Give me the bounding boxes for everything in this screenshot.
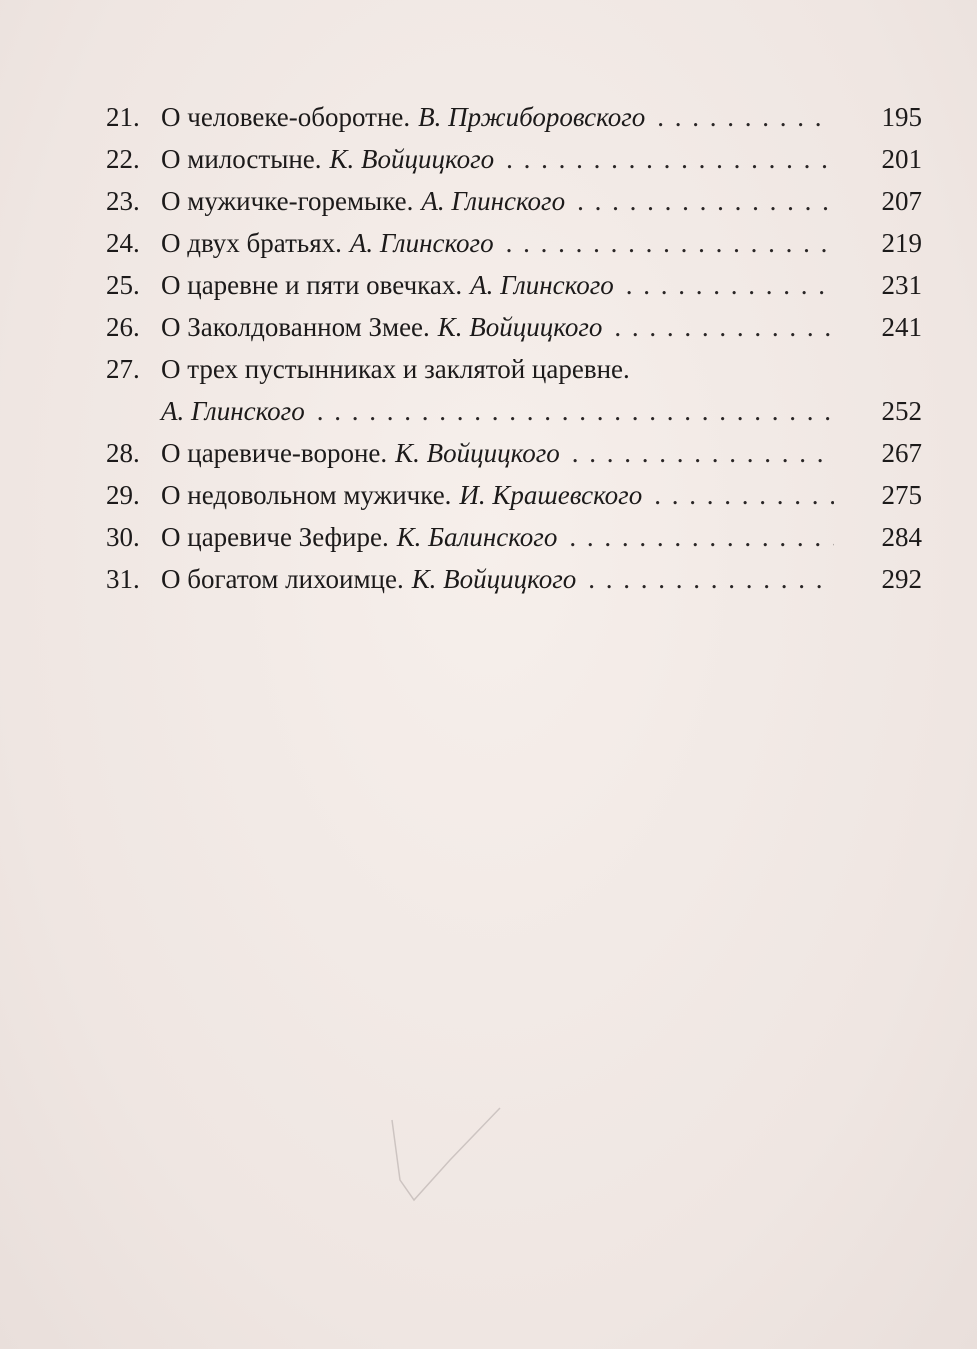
- toc-entry: [106, 138, 922, 180]
- entry-title: О царевиче Зефире.: [161, 522, 389, 552]
- entry-page-number: 284: [881, 522, 922, 552]
- entry-page-number: 267: [881, 438, 922, 468]
- entry-author: К. Войцицкого: [437, 312, 603, 342]
- entry-author: А. Глинского: [421, 186, 566, 216]
- entry-author: И. Крашевского: [459, 480, 643, 510]
- dot-leader: [657, 96, 834, 138]
- entry-page-number: 252: [881, 396, 922, 426]
- entry-number: 26.: [106, 312, 140, 342]
- entry-title: О Заколдованном Змее.: [161, 312, 430, 342]
- toc-entry: [106, 558, 922, 600]
- dot-leader: [506, 222, 834, 264]
- entry-number: 22.: [106, 144, 140, 174]
- entry-title: О милостыне.: [161, 144, 322, 174]
- toc-entry: [106, 474, 922, 516]
- pencil-mark: [380, 1100, 520, 1210]
- toc-entry: [106, 348, 922, 432]
- entry-title: О человеке-оборотне.: [161, 102, 411, 132]
- entry-author: К. Войцицкого: [329, 144, 495, 174]
- dot-leader: [588, 558, 834, 600]
- dot-leader: [577, 180, 834, 222]
- entry-number: 27.: [106, 354, 140, 384]
- entry-number: 29.: [106, 480, 140, 510]
- entry-number: 28.: [106, 438, 140, 468]
- entry-title: О мужичке-горемыке.: [161, 186, 414, 216]
- toc-entry: [106, 180, 922, 222]
- entry-title: О недовольном мужичке.: [161, 480, 452, 510]
- dot-leader: [317, 390, 834, 432]
- entry-author: К. Войцицкого: [395, 438, 560, 468]
- entry-author: К. Войцицкого: [411, 564, 577, 594]
- entry-number: 25.: [106, 270, 140, 300]
- entry-page-number: 231: [881, 270, 922, 300]
- toc-entry: [106, 264, 922, 306]
- dot-leader: [506, 138, 834, 180]
- entry-title: О двух братьях.: [161, 228, 342, 258]
- entry-number: 24.: [106, 228, 140, 258]
- entry-number: 21.: [106, 102, 140, 132]
- toc-entry: [106, 222, 922, 264]
- entry-title: О царевне и пяти овечках.: [161, 270, 463, 300]
- entry-title: О богатом лихоимце.: [161, 564, 404, 594]
- dot-leader: [654, 474, 834, 516]
- entry-author: К. Балинского: [396, 522, 558, 552]
- toc-entry: [106, 96, 922, 138]
- entry-title: О царевиче-вороне.: [161, 438, 388, 468]
- entry-number: 30.: [106, 522, 140, 552]
- entry-page-number: 292: [881, 564, 922, 594]
- toc-entry: [106, 516, 922, 558]
- entry-author: В. Пржиборовского: [418, 102, 646, 132]
- table-of-contents: [106, 96, 922, 600]
- entry-number: 23.: [106, 186, 140, 216]
- entry-number: 31.: [106, 564, 140, 594]
- entry-author: А. Глинского: [161, 396, 305, 426]
- toc-entry: [106, 432, 922, 474]
- dot-leader: [569, 516, 834, 558]
- dot-leader: [614, 306, 834, 348]
- toc-entry: [106, 306, 922, 348]
- dot-leader: [572, 432, 834, 474]
- dot-leader: [626, 264, 834, 306]
- entry-page-number: 219: [881, 228, 922, 258]
- entry-page-number: 207: [881, 186, 922, 216]
- entry-page-number: 195: [881, 102, 922, 132]
- entry-page-number: 241: [881, 312, 922, 342]
- entry-page-number: 201: [881, 144, 922, 174]
- entry-page-number: 275: [881, 480, 922, 510]
- entry-author: А. Глинского: [470, 270, 614, 300]
- entry-title: О трех пустынниках и заклятой царевне.: [161, 354, 630, 384]
- entry-author: А. Глинского: [349, 228, 494, 258]
